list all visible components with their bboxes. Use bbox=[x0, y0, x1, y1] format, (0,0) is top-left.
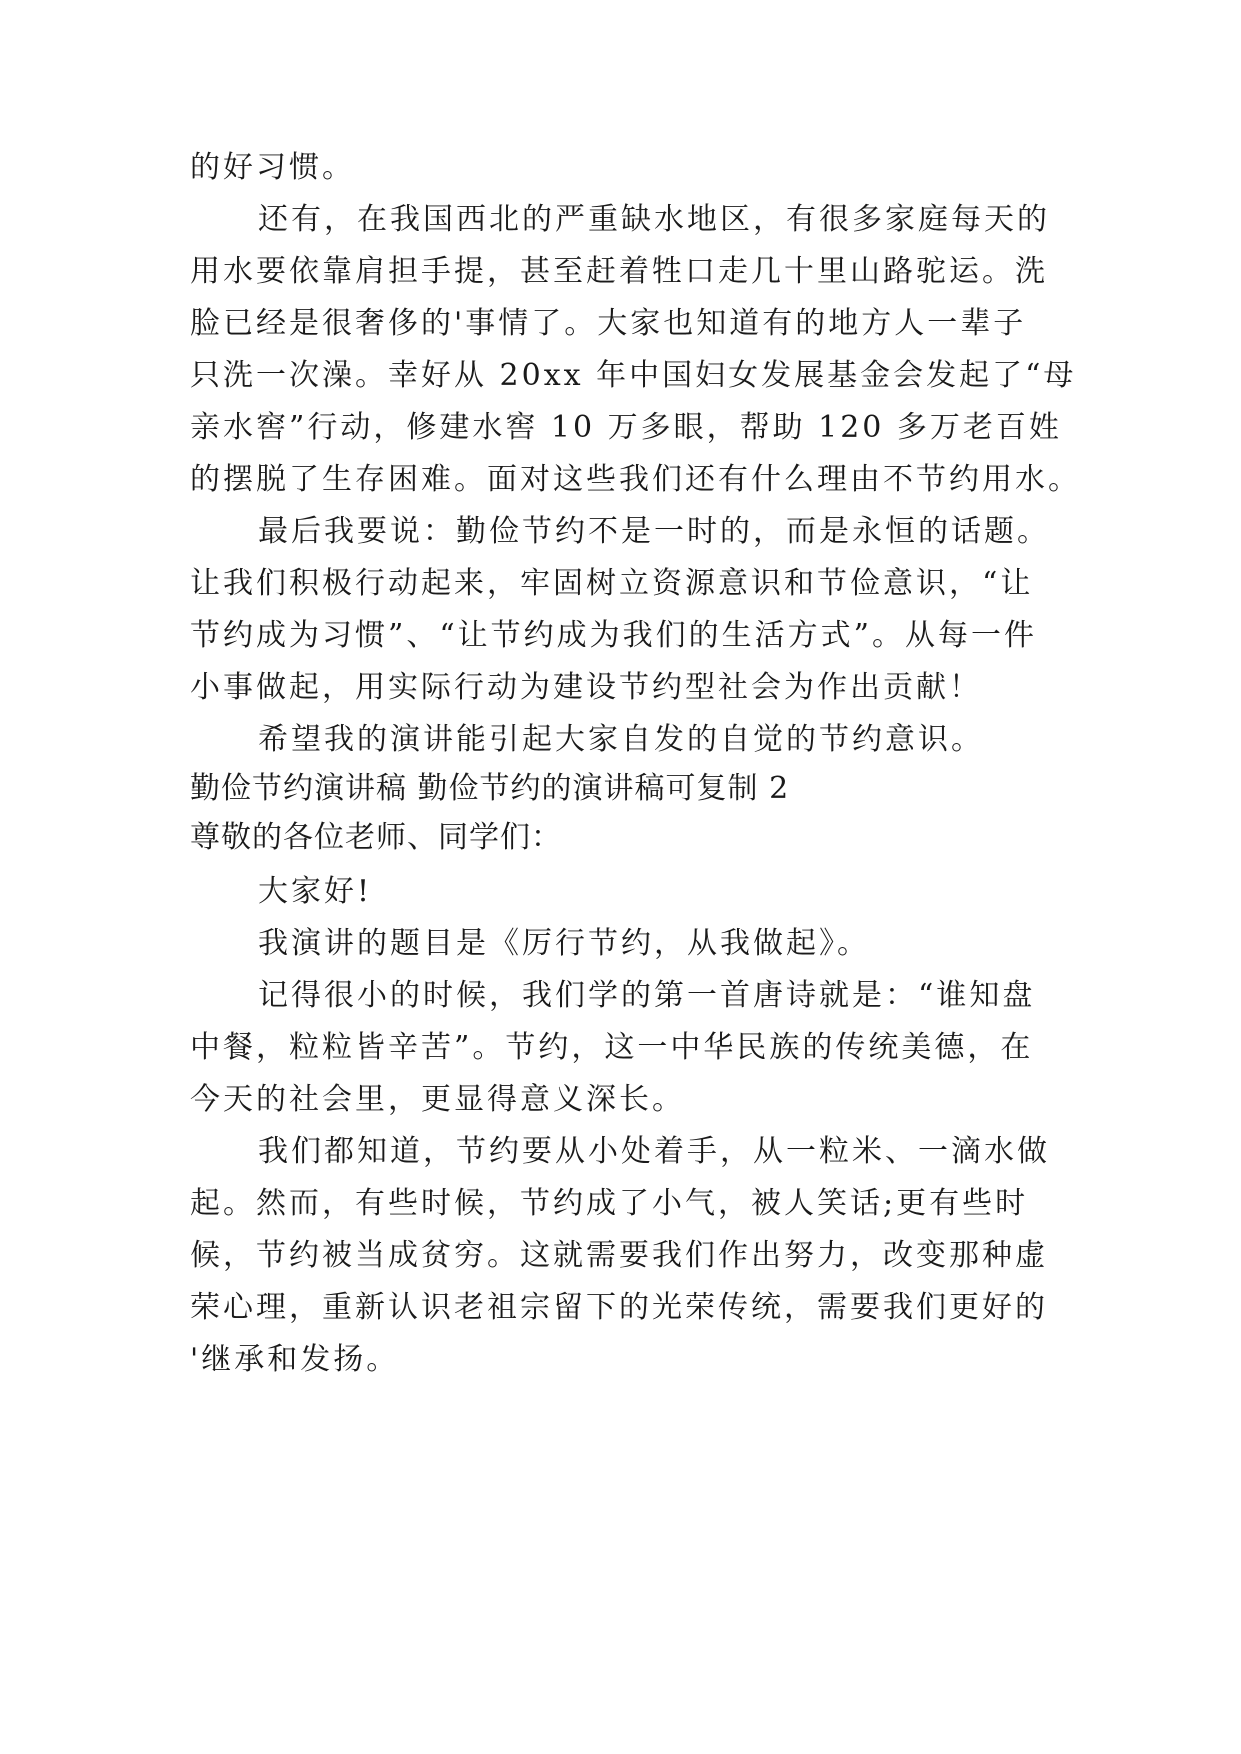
speech-topic: 我演讲的题目是《厉行节约，从我做起》。 bbox=[258, 926, 870, 961]
text-line: 候，节约被当成贫穷。这就需要我们作出努力，改变那种虚 bbox=[190, 1238, 1048, 1273]
text-line: 的摆脱了生存困难。面对这些我们还有什么理由不节约用水。 bbox=[190, 462, 1081, 497]
text-line: 中餐，粒粒皆辛苦”。节约，这一中华民族的传统美德，在 bbox=[190, 1030, 1034, 1065]
text-line: 记得很小的时候，我们学的第一首唐诗就是：“谁知盘 bbox=[258, 978, 1036, 1013]
text-line: 节约成为习惯”、“让节约成为我们的生活方式”。从每一件 bbox=[190, 618, 1038, 653]
text-line: 亲水窖”行动，修建水窖 10 万多眼，帮助 120 多万老百姓 bbox=[190, 410, 1062, 445]
salutation: 尊敬的各位老师、同学们： bbox=[190, 820, 562, 855]
text-line: 小事做起，用实际行动为建设节约型社会为作出贡献！ bbox=[190, 670, 982, 705]
text-line: 起。然而，有些时候，节约成了小气，被人笑话;更有些时 bbox=[190, 1186, 1029, 1221]
text-line: 我们都知道，节约要从小处着手，从一粒米、一滴水做 bbox=[258, 1134, 1050, 1169]
text-line: 今天的社会里，更显得意义深长。 bbox=[190, 1082, 685, 1117]
text-line: 用水要依靠肩担手提，甚至赶着牲口走几十里山路驼运。洗 bbox=[190, 254, 1048, 289]
text-line: 脸已经是很奢侈的'事情了。大家也知道有的地方人一辈子 bbox=[190, 306, 1027, 341]
text-line: '继承和发扬。 bbox=[190, 1342, 400, 1377]
text-line: 希望我的演讲能引起大家自发的自觉的节约意识。 bbox=[258, 722, 984, 757]
text-line: 只洗一次澡。幸好从 20xx 年中国妇女发展基金会发起了“母 bbox=[190, 358, 1077, 393]
text-line: 还有，在我国西北的严重缺水地区，有很多家庭每天的 bbox=[258, 202, 1050, 237]
section-title: 勤俭节约演讲稿 勤俭节约的演讲稿可复制 2 bbox=[190, 771, 790, 806]
text-line: 让我们积极行动起来，牢固树立资源意识和节俭意识，“让 bbox=[190, 566, 1034, 601]
text-line: 的好习惯。 bbox=[190, 150, 355, 185]
text-line: 最后我要说：勤俭节约不是一时的，而是永恒的话题。 bbox=[258, 514, 1050, 549]
text-line: 荣心理，重新认识老祖宗留下的光荣传统，需要我们更好的 bbox=[190, 1290, 1048, 1325]
greeting: 大家好! bbox=[258, 874, 373, 909]
